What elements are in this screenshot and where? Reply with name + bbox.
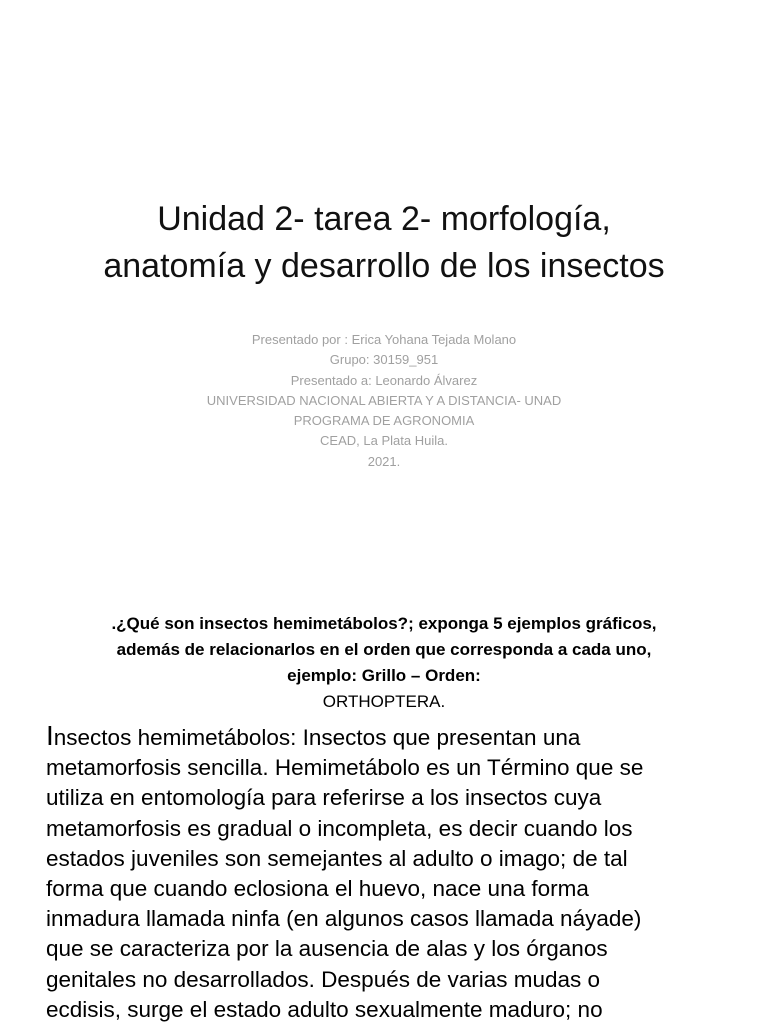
credit-year: 2021.	[367, 453, 401, 469]
credit-author: Presentado por : Erica Yohana Tejada Molano	[251, 332, 517, 347]
body-line: estados juveniles son semejantes al adulto o imago; de tal	[46, 845, 628, 871]
question-line: además de relacionarlos en el orden que corresponda a cada uno,	[116, 640, 652, 659]
credit-program: PROGRAMA DE AGRONOMIA	[293, 413, 475, 429]
body-line: que se caracteriza por la ausencia de alas y los órganos	[46, 936, 608, 962]
body-line: utiliza en entomología para referirse a los insectos cuya	[46, 785, 602, 811]
credit-university: UNIVERSIDAD NACIONAL ABIERTA Y A DISTANCIA- UNAD	[206, 392, 562, 408]
drop-cap-letter: I	[46, 720, 54, 751]
body-line	[46, 722, 746, 753]
body-line: metamorfosis es gradual o incompleta, es decir cuando los	[46, 815, 633, 841]
question-line-plain-part: ORTHOPTERA.	[322, 692, 446, 711]
question-line: .¿Qué son insectos hemimetábolos?; exponga 5 ejemplos gráficos,	[111, 614, 657, 633]
body-line: genitales no desarrollados. Después de varias mudas o	[46, 966, 601, 992]
title-line: Unidad 2- tarea 2- morfología,	[157, 200, 611, 238]
credits-block	[0, 330, 768, 472]
question-line	[40, 663, 728, 715]
credit-instructor: Presentado a: Leonardo Álvarez	[290, 372, 478, 388]
body-line-text: nsectos hemimetábolos: Insectos que presentan una	[53, 725, 581, 750]
document-title	[0, 196, 768, 290]
body-paragraph	[46, 722, 746, 1025]
body-line: ecdisis, surge el estado adulto sexualmente maduro; no	[46, 996, 603, 1022]
credit-location: CEAD, La Plata Huila.	[320, 433, 448, 449]
body-line: inmadura llamada ninfa (en algunos casos llamada náyade)	[46, 906, 642, 932]
question-heading	[40, 611, 728, 715]
credit-group: Grupo: 30159_951	[329, 352, 439, 368]
question-line-bold-part: ejemplo: Grillo – Orden:	[287, 666, 481, 685]
body-line: metamorfosis sencilla. Hemimetábolo es un Término que se	[46, 755, 644, 781]
title-line: anatomía y desarrollo de los insectos	[103, 247, 665, 285]
body-line: forma que cuando eclosiona el huevo, nace una forma	[46, 876, 589, 902]
